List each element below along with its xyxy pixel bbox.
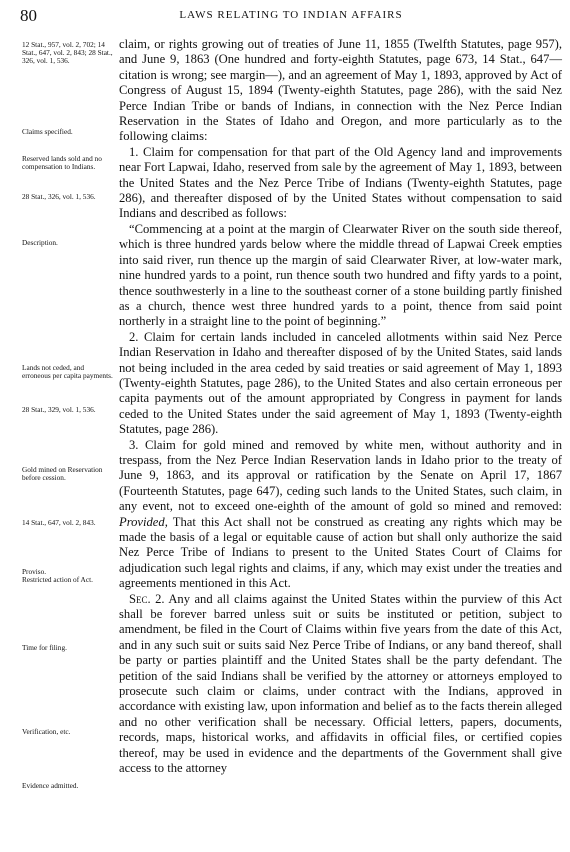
paragraph-claim-2: 2. Claim for certain lands included in canceled allotments within said Nez Perce Indian Reservation in Idaho and thereafter disposed of by the United States, said lands not being included in the area ceded by said treaties or said agreement of May 1, 1893 (Twenty-eighth Statutes, page 286), to the United States and also certain erroneous per capita payments out of the amount appropriated by Congress in payment for lands ceded to the United States under the said agreement of May 1, 1893 (Twenty-eighth Statutes, page 286). [119,329,562,437]
proviso-word: Provided, [119,514,168,529]
margin-note-restricted-action: Restricted action of Act. [22,575,93,584]
margin-note-description: Description. [22,238,58,247]
margin-note-citation: 14 Stat., 647, vol. 2, 843. [22,518,96,527]
page-number: 80 [20,6,37,25]
paragraph-claim-1: 1. Claim for compensation for that part of the Old Agency land and improvements near Fort Lapwai, Idaho, reserved from sale by the agreement of May 1, 1893, between the United States and the Nez Perce Tribe of Indians (Twenty-eighth Statutes, page 286), and thereafter disposed of by the United States without compensation to said Indians and described as follows: [119,144,562,221]
margin-note-time-for-filing: Time for filing. [22,643,67,652]
margin-note-citation: 28 Stat., 326, vol. 1, 536. [22,192,96,201]
paragraph-intro: claim, or rights growing out of treaties of June 11, 1855 (Twelfth Statutes, page 957), and June 9, 1863 (One hundred and forty-eighth Statutes, page 673, 14 Stat., 647—citation is wrong; see margin—), and an agreement of May 1, 1893, approved by Act of Congress of August 15, 1894 (Twenty-eighth Statutes, page 286), with the said Nez Perce Indian Tribe or bands of Indians, in connection with the Nez Perce Indian Reservation in the States of Idaho and Oregon, and more particularly as to the following claims: [119,37,562,144]
body-text [119,37,562,777]
paragraph-section-2 [119,592,562,777]
running-head: LAWS RELATING TO INDIAN AFFAIRS [179,9,403,21]
margin-note-gold-mined: Gold mined on Reservation before cession. [22,465,103,483]
section-label: Sec. [129,591,151,606]
margin-note-lands-not-ceded: Lands not ceded, and erroneous per capita payments. [22,363,113,381]
page-header [20,6,562,28]
margin-note-citation: 28 Stat., 329, vol. 1, 536. [22,405,96,414]
section-2-text: 2. Any and all claims against the United States within the purview of this Act shall be forever barred unless suit or suits be instituted or petition, subject to amendment, be filed in the Court of Claims within five years from the date of this Act, and in any such suit or suits said Nez Perce Tribe of Indians, or any band thereof, shall be party or parties plaintiff and the United States shall be the party defendant. The petition of the said Indians shall be verified by the attorney or attorneys employed to prosecute such claim or claims, under contract with the Indians, approved in accordance with existing law, upon information and belief as to the facts therein alleged and no other verification shall be necessary. Official letters, papers, documents, records, maps, historical works, and affidavits in official files, or certified copies thereof, may be used in evidence and the departments of the Government shall give access to the attorney [119,591,562,776]
margin-note-claims-specified: Claims specified. [22,127,73,136]
margin-note-verification: Verification, etc. [22,727,71,736]
margin-note-evidence: Evidence admitted. [22,781,79,790]
margin-note-citation: 12 Stat., 957, vol. 2, 702; 14 Stat., 647, vol. 2, 843; 28 Stat., 326, vol. 1, 536. [22,40,113,66]
margin-note-reserved-lands: Reserved lands sold and no compensation to Indians. [22,154,102,172]
margin-note-proviso: Proviso. [22,567,47,576]
claim-3-text: 3. Claim for gold mined and removed by white men, without authority and in trespass, from the Nez Perce Indian Reservation lands in Idaho prior to the treaty of June 9, 1863, and its approval or ratification by the Senate on April 17, 1867 (Fourteenth Statutes, page 647), ceding such lands to the United States, such claim, in any event, not to exceed one-eighth of the amount of gold so mined and removed: [119,437,562,514]
paragraph-claim-3 [119,438,562,592]
paragraph-description-quote: “Commencing at a point at the margin of Clearwater River on the south side thereof, which is three hundred yards below where the middle thread of Lapwai Creek empties into said river, run thence up the margin of said Clearwater River, at low-water mark, nine hundred yards to a point, run thence south two hundred and fifty yards to a point, thence southwesterly in a line to the southeast corner of a stone building partly finished as a church, thence west three hundred yards to a point, thence from said point northerly in a straight line to the point of beginning.” [119,221,562,329]
proviso-text: That this Act shall not be construed as creating any rights which may be made the basis of a legal or equitable cause of action but shall only authorize the said Nez Perce Tribe of Indians to present to the United States Court of Claims for adjudication such legal rights and claims, if any, which may exist under the treaties and agreements mentioned in this Act. [119,514,562,591]
